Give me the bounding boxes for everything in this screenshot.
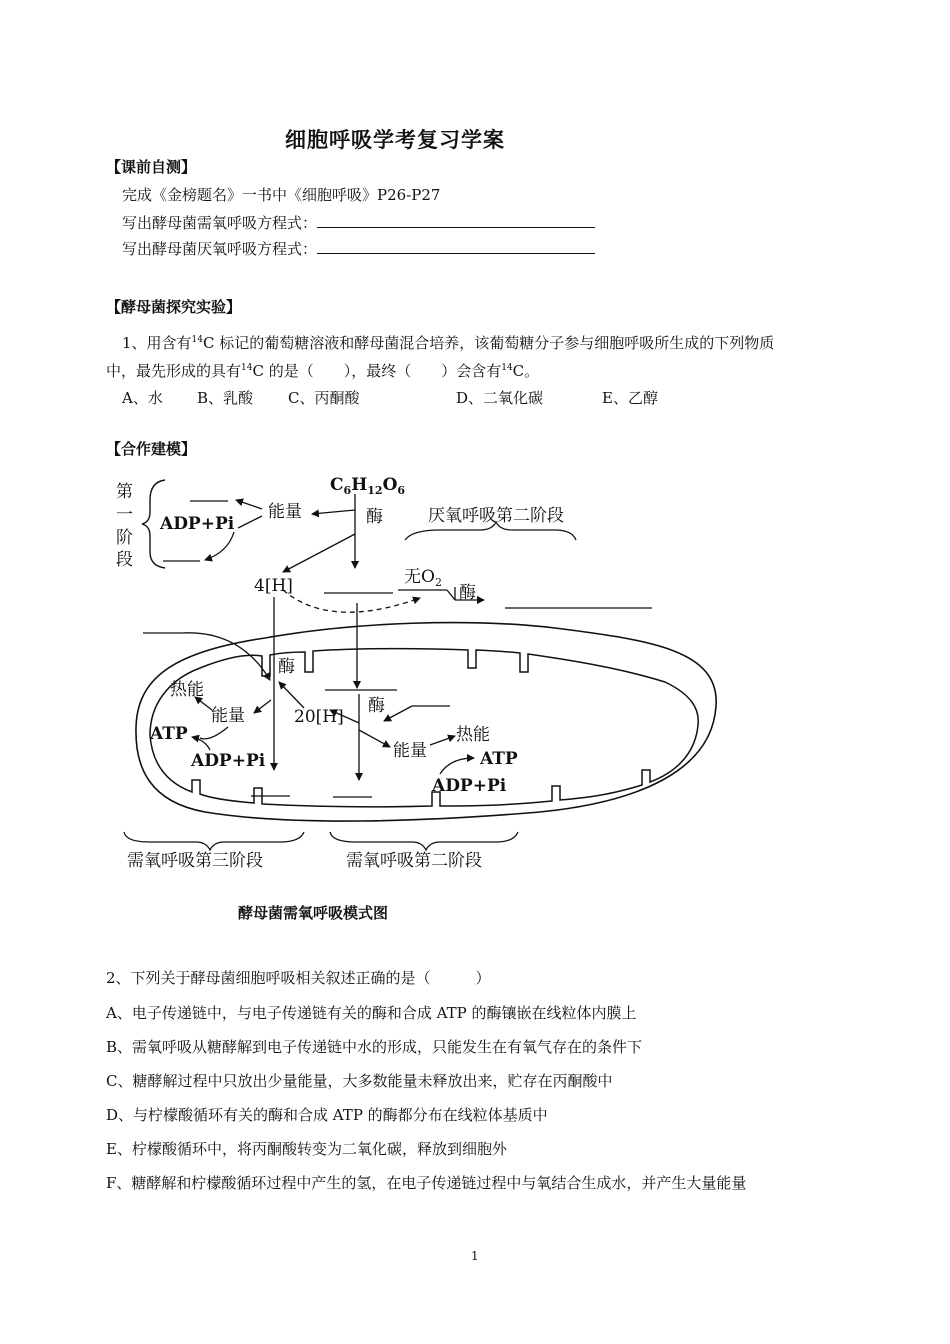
energy-label-stage2: 能量 <box>393 741 427 761</box>
isotope-superscript: 14 <box>241 363 253 373</box>
adp-pi-label-stage2: ADP+Pi <box>432 776 507 796</box>
water-input-arrow <box>384 706 412 721</box>
energy-label-stage3: 能量 <box>211 706 245 726</box>
energy-to-heat-arrow-stage2 <box>430 736 455 745</box>
atp-label-stage2: ATP <box>480 749 518 769</box>
glucose-formula: $C_6H_{12}O_6$ <box>330 475 406 497</box>
glucose-to-4h-arrow <box>283 534 355 572</box>
glucose-to-energy-arrow <box>312 510 355 514</box>
q1-text-a: 1、用含有 <box>122 334 192 352</box>
stage1-char-1: 第 <box>116 482 133 502</box>
stage1-char-3: 阶 <box>116 528 133 548</box>
page-title: 细胞呼吸学考复习学案 <box>285 127 505 152</box>
enzyme-label-stage3: 酶 <box>278 657 295 677</box>
mitochondrion-inner-membrane <box>150 649 698 807</box>
hydrogen-20h-label: 20[H] <box>294 707 344 727</box>
q1-option-d: D、二氧化碳 <box>456 389 544 407</box>
q1-option-b: B、乳酸 <box>197 389 254 407</box>
page-number: 1 <box>471 1249 479 1263</box>
question-2-stem: 2、下列关于酵母菌细胞呼吸相关叙述正确的是（ ） <box>106 969 491 987</box>
energy-label-stage1: 能量 <box>268 502 302 522</box>
energy-to-atp-arrow-stage1 <box>236 500 262 509</box>
adp-pi-label-stage1: ADP+Pi <box>160 514 235 534</box>
pretest-line-1: 完成《金榜题名》一书中《细胞呼吸》P26-P27 <box>122 186 441 204</box>
q2-option-b: B、需氧呼吸从糖酵解到电子传递链中水的形成，只能发生在有氧气存在的条件下 <box>106 1038 643 1056</box>
aerobic-equation-label: 写出酵母菌需氧呼吸方程式： <box>122 214 318 232</box>
section-heading-yeast-experiment: 【酵母菌探究实验】 <box>106 298 242 316</box>
q2-option-f: F、糖酵解和柠檬酸循环过程中产生的氢，在电子传递链过程中与氧结合生成水，并产生大量能量 <box>106 1174 747 1192</box>
q1-option-e: E、乙醇 <box>602 389 658 407</box>
q1-option-c: C、丙酮酸 <box>288 389 360 407</box>
q2-option-e: E、柠檬酸循环中，将丙酮酸转变为二氧化碳，释放到细胞外 <box>106 1140 507 1158</box>
aerobic-stage2-label: 需氧呼吸第二阶段 <box>346 851 482 871</box>
stage1-char-4: 段 <box>116 550 133 570</box>
q1-text-e: C。 <box>512 362 540 380</box>
diagram-caption: 酵母菌需氧呼吸模式图 <box>238 904 389 922</box>
stage3-to-energy-arrow <box>254 700 271 713</box>
aerobic-stage2-brace <box>330 832 518 850</box>
20h-to-stage3-arrow <box>279 682 304 708</box>
q1-option-a: A、水 <box>122 389 163 407</box>
stage1-char-2: 一 <box>116 505 133 525</box>
isotope-superscript: 14 <box>501 363 513 373</box>
hydrogen-4h-label: 4[H] <box>254 576 293 596</box>
q2-option-a: A、电子传递链中，与电子传递链有关的酶和合成 ATP 的酶镶嵌在线粒体内膜上 <box>106 1004 637 1022</box>
q1-text-c: 中，最先形成的具有 <box>106 362 242 380</box>
adp-to-product-arrow-stage1 <box>205 532 234 560</box>
stage2-to-energy-arrow <box>359 730 390 747</box>
aerobic-stage3-brace <box>124 832 304 850</box>
enzyme-label-glycolysis: 酶 <box>366 507 383 527</box>
no-oxygen-label: 无$O_2$ <box>404 567 442 589</box>
energy-to-adp-link-stage3 <box>200 727 228 739</box>
section-heading-modeling: 【合作建模】 <box>106 440 197 458</box>
adp-pi-label-stage3: ADP+Pi <box>191 751 266 771</box>
anaerobic-equation-label: 写出酵母菌厌氧呼吸方程式： <box>122 240 318 258</box>
no-oxygen-connector <box>447 590 455 600</box>
heat-label-stage2: 热能 <box>456 725 490 745</box>
section-heading-pretest: 【课前自测】 <box>106 158 197 176</box>
atp-label-stage3: ATP <box>150 724 188 744</box>
enzyme-label-anaerobic: 酶 <box>459 583 476 603</box>
q1-text-b: C 标记的葡萄糖溶液和酵母菌混合培养，该葡萄糖分子参与细胞呼吸所生成的下列物质 <box>203 334 775 352</box>
q2-option-c: C、糖酵解过程中只放出少量能量，大多数能量未释放出来，贮存在丙酮酸中 <box>106 1072 613 1090</box>
heat-label-stage3: 热能 <box>170 680 204 700</box>
isotope-superscript: 14 <box>191 335 203 345</box>
anaerobic-stage2-label: 厌氧呼吸第二阶段 <box>428 506 564 526</box>
q1-text-d: C 的是（ ），最终（ ）会含有 <box>252 362 502 380</box>
q2-option-d: D、与柠檬酸循环有关的酶和合成 ATP 的酶都分布在线粒体基质中 <box>106 1106 548 1124</box>
adp-link-stage1 <box>238 516 262 528</box>
aerobic-stage3-label: 需氧呼吸第三阶段 <box>127 851 263 871</box>
adp-to-atp-arrow-stage2 <box>440 758 474 774</box>
enzyme-label-stage2: 酶 <box>368 696 385 716</box>
